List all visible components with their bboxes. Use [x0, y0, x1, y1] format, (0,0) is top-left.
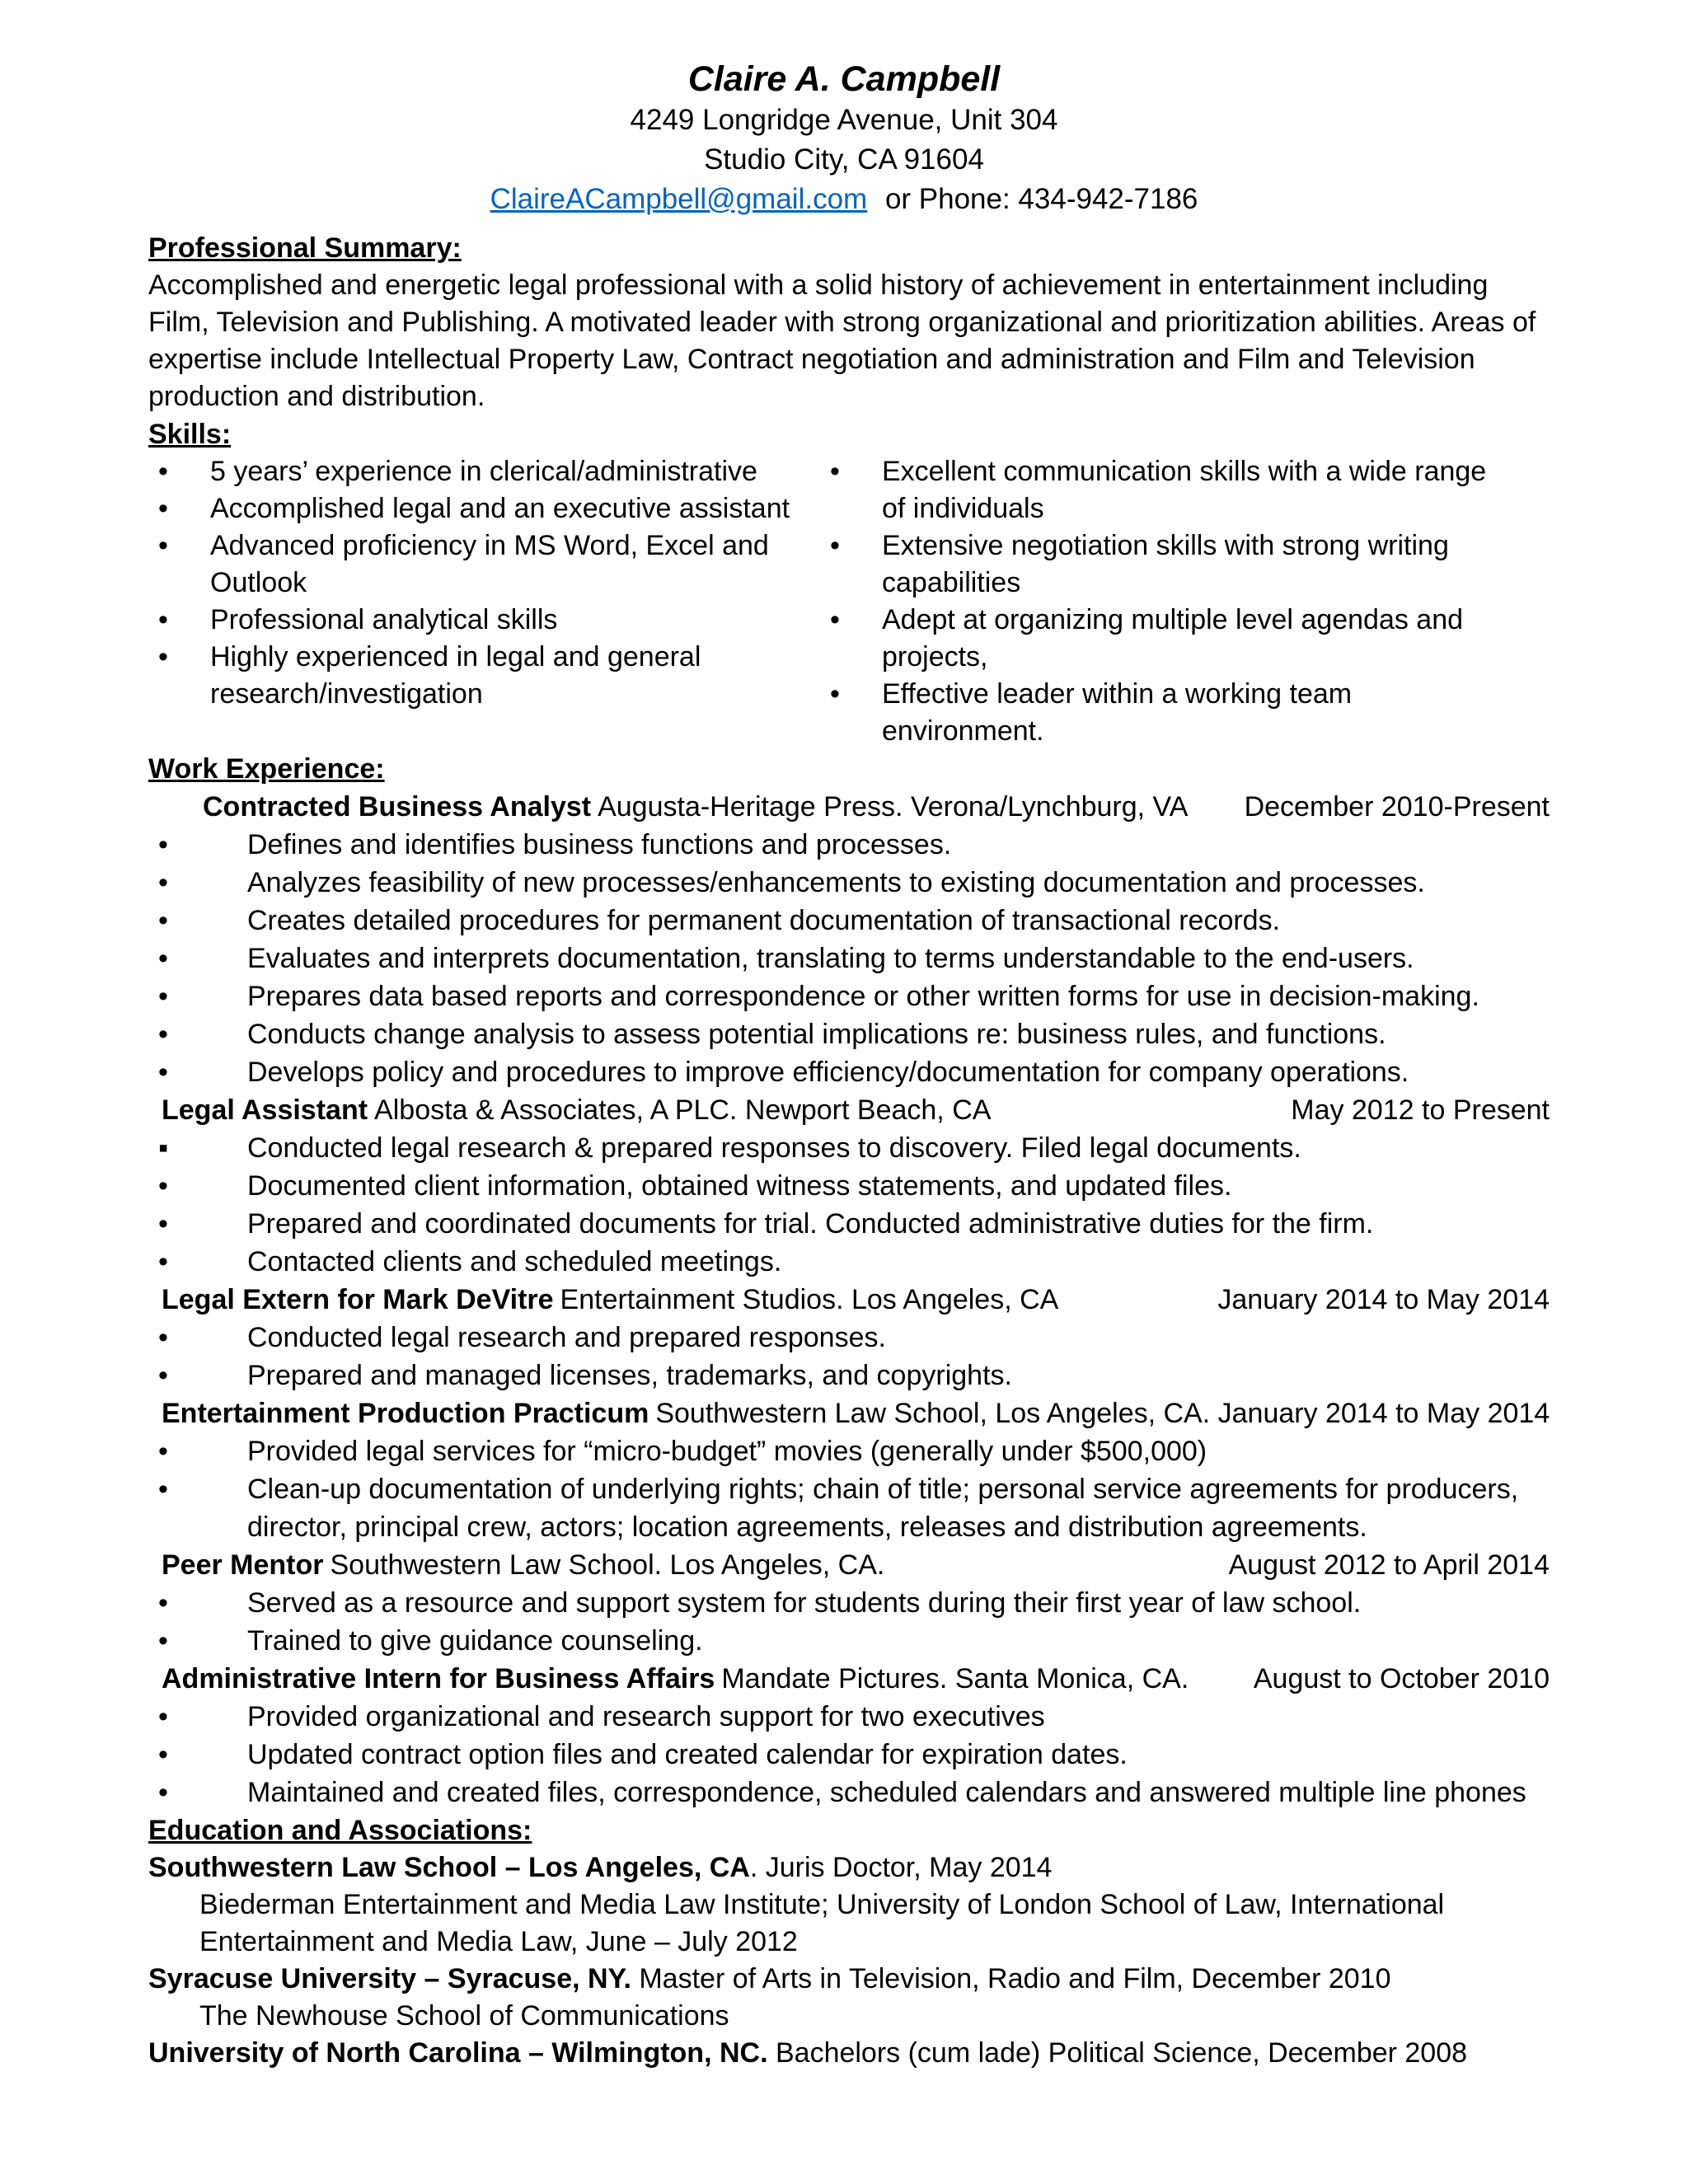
job-organization: Southwestern Law School. Los Angeles, CA. [330, 1549, 885, 1581]
job-dates: May 2012 to Present [1291, 1094, 1550, 1126]
school-name: Syracuse University – Syracuse, NY. [148, 1963, 631, 1994]
job-organization: Entertainment Studios. Los Angeles, CA [560, 1284, 1059, 1315]
job-bullets [148, 1129, 1550, 1281]
job-title: Legal Extern for Mark DeVitre [162, 1284, 554, 1315]
job-organization: Albosta & Associates, A PLC. Newport Beach, CA [374, 1094, 992, 1126]
skills-right-list [820, 453, 1504, 750]
skill-item: • 5 years’ experience in clerical/administrative [148, 453, 820, 490]
job-bullet: • Conducts change analysis to assess potential implications re: business rules, and functions. [148, 1015, 1550, 1053]
work-heading: Work Experience: [148, 753, 385, 785]
job-bullet: • Provided legal services for “micro-budget” movies (generally under $500,000) [148, 1432, 1550, 1470]
email-link[interactable]: ClaireACampbell@gmail.com [490, 183, 868, 215]
degree-detail: . Juris Doctor, May 2014 [749, 1852, 1053, 1883]
job-bullets [148, 1584, 1550, 1660]
job-bullet: • Provided organizational and research support for two executives [148, 1698, 1550, 1736]
job-bullet: • Prepared and managed licenses, trademarks, and copyrights. [148, 1357, 1550, 1394]
summary-text: Accomplished and energetic legal professional with a solid history of achievement in entertainment including Film, Television and Publishing. A motivated leader with strong organizational and prioritization abilities. Areas of expertise include Intellectual Property Law, Contract negotiation and administration and Film and Television production and distribution. [148, 269, 1536, 412]
job-title: Administrative Intern for Business Affairs [162, 1663, 715, 1694]
skill-item: • Advanced proficiency in MS Word, Excel and Outlook [148, 527, 820, 602]
education-entry [148, 1961, 1550, 1998]
education-subdetail: Biederman Entertainment and Media Law Institute; University of London School of Law, International Entertainment and Media Law, June – July 2012 [199, 1889, 1445, 1957]
job-header [148, 788, 1550, 826]
work-experience-list [148, 788, 1550, 1811]
job-organization: Southwestern Law School, Los Angeles, CA. January 2014 to May 2014 [655, 1398, 1550, 1429]
job-bullets [148, 1698, 1550, 1811]
job-bullet: • Develops policy and procedures to improve efficiency/documentation for company operations. [148, 1053, 1550, 1091]
skill-item: • Professional analytical skills [148, 602, 820, 639]
job-bullet: • Prepared and coordinated documents for trial. Conducted administrative duties for the firm. [148, 1205, 1550, 1243]
skill-item: • Excellent communication skills with a wide range of individuals [820, 453, 1504, 527]
address-line-2: Studio City, CA 91604 [704, 143, 984, 176]
job-bullet: • Updated contract option files and created calendar for expiration dates. [148, 1736, 1550, 1774]
education-subdetail: The Newhouse School of Communications [199, 2000, 729, 2032]
education-list [148, 1849, 1550, 2072]
address-line-1: 4249 Longridge Avenue, Unit 304 [630, 104, 1058, 136]
contact-line [0, 180, 1688, 219]
education-entry [148, 1849, 1550, 1886]
job-header [148, 1394, 1550, 1432]
skill-item: • Adept at organizing multiple level agendas and projects, [820, 602, 1504, 676]
skill-item: • Effective leader within a working team environment. [820, 676, 1504, 750]
degree-detail: Bachelors (cum lade) Political Science, December 2008 [767, 2037, 1468, 2069]
job-bullet: • Creates detailed procedures for permanent documentation of transactional records. [148, 902, 1550, 940]
job-title: Contracted Business Analyst [203, 791, 592, 823]
job-organization: Augusta-Heritage Press. Verona/Lynchburg, VA [598, 791, 1189, 823]
skills-columns [148, 453, 1550, 750]
skills-heading: Skills: [148, 419, 232, 450]
job-title: Entertainment Production Practicum [162, 1398, 649, 1429]
job-bullet: • Defines and identifies business functions and processes. [148, 826, 1550, 864]
skills-left-list [148, 453, 820, 750]
candidate-name: Claire A. Campbell [687, 59, 1001, 99]
degree-detail: Master of Arts in Television, Radio and Film, December 2010 [631, 1963, 1391, 1994]
phone-text: or Phone: 434-942-7186 [884, 183, 1198, 215]
skill-item: • Accomplished legal and an executive assistant [148, 490, 820, 527]
job-dates: January 2014 to May 2014 [1217, 1284, 1550, 1315]
education-heading: Education and Associations: [148, 1815, 532, 1846]
job-dates: December 2010-Present [1244, 791, 1550, 823]
job-bullet: • Documented client information, obtained witness statements, and updated files. [148, 1167, 1550, 1205]
job-bullet: • Maintained and created files, correspondence, scheduled calendars and answered multiple line phones [148, 1774, 1550, 1811]
job-bullet: • Served as a resource and support system for students during their first year of law school. [148, 1584, 1550, 1622]
school-name: Southwestern Law School – Los Angeles, CA [148, 1852, 750, 1883]
job-bullet: • Contacted clients and scheduled meetings. [148, 1243, 1550, 1281]
job-header [148, 1546, 1550, 1584]
job-title: Peer Mentor [162, 1549, 324, 1581]
job-header [148, 1281, 1550, 1319]
job-title: Legal Assistant [162, 1094, 368, 1126]
school-name: University of North Carolina – Wilmington, NC. [148, 2037, 768, 2069]
job-bullet: • Analyzes feasibility of new processes/enhancements to existing documentation and processes. [148, 864, 1550, 902]
job-bullet: • Prepares data based reports and correspondence or other written forms for use in decision-making. [148, 977, 1550, 1015]
job-organization: Mandate Pictures. Santa Monica, CA. [721, 1663, 1189, 1694]
job-bullet: • Conducted legal research and prepared responses. [148, 1319, 1550, 1357]
job-bullets [148, 1319, 1550, 1394]
skill-item: • Highly experienced in legal and general research/investigation [148, 639, 820, 713]
education-entry [148, 2035, 1550, 2072]
resume-header [0, 58, 1688, 219]
job-bullets [148, 826, 1550, 1091]
job-dates: August to October 2010 [1253, 1663, 1550, 1694]
job-bullet: • Clean-up documentation of underlying rights; chain of title; personal service agreements for producers, director, principal crew, actors; location agreements, releases and distribution agreements. [148, 1470, 1550, 1546]
job-bullet: • Trained to give guidance counseling. [148, 1622, 1550, 1660]
job-dates: August 2012 to April 2014 [1228, 1549, 1550, 1581]
job-header [148, 1660, 1550, 1698]
job-bullet: ▪ Conducted legal research & prepared responses to discovery. Filed legal documents. [148, 1129, 1550, 1167]
resume-body [148, 229, 1550, 2072]
job-bullets [148, 1432, 1550, 1546]
job-header [148, 1091, 1550, 1129]
skill-item: • Extensive negotiation skills with strong writing capabilities [820, 527, 1504, 602]
summary-heading: Professional Summary: [148, 232, 462, 264]
job-bullet: • Evaluates and interprets documentation, translating to terms understandable to the end-users. [148, 940, 1550, 977]
